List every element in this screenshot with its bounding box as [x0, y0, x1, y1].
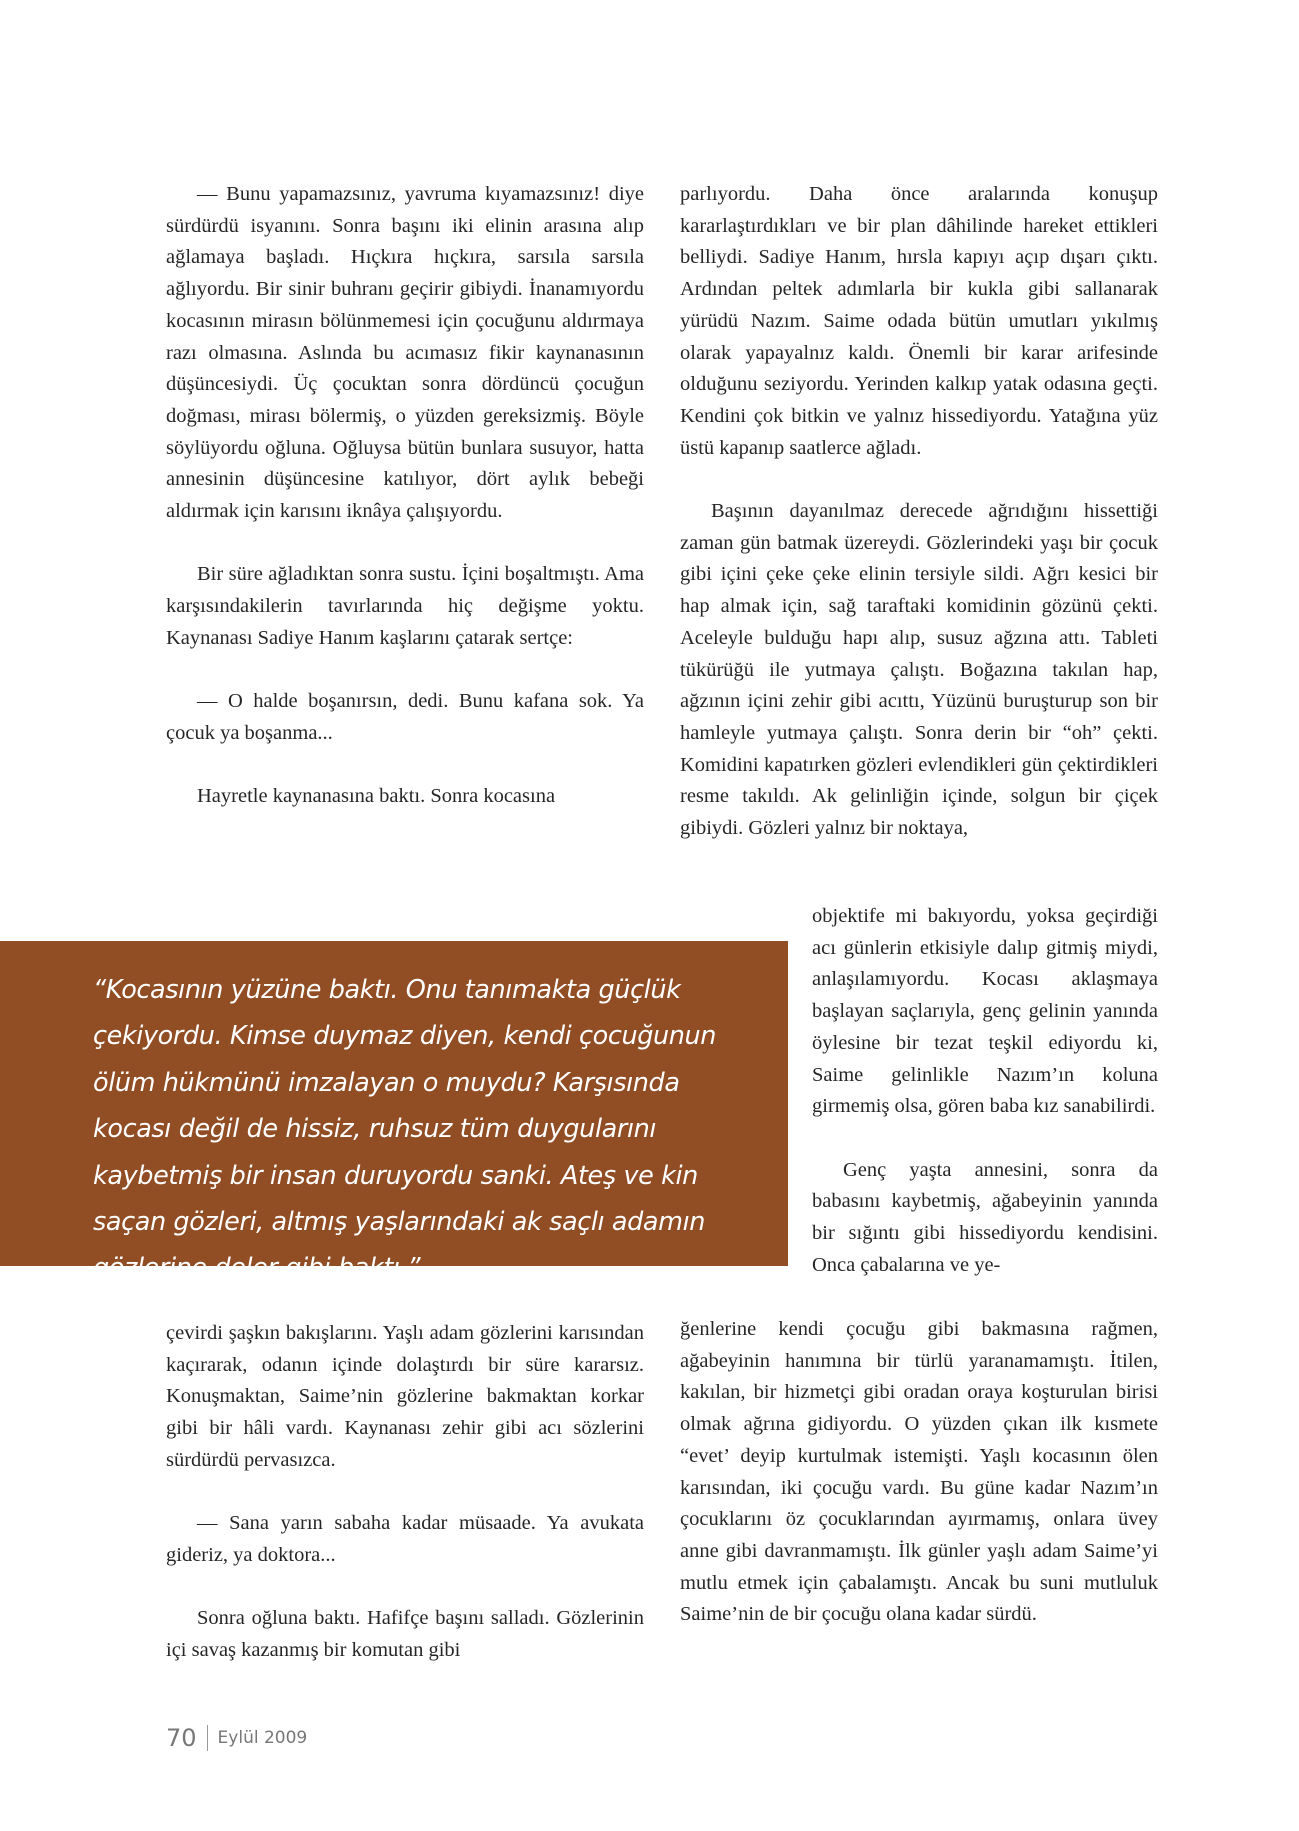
pull-quote-box [0, 941, 788, 1284]
pull-quote-text: “Kocasının yüzüne baktı. Onu tanımakta güçlük çekiyordu. Kimse duymaz diyen, kendi çocuğunun ölüm hükmünü imzalayan o muydu? Karşısında kocası değil de hissiz, ruhsuz tüm duygularını kaybetmiş bir insan duruyordu sanki. Ateş ve kin saçan gözleri, altmış yaşlarındaki ak saçlı adamın gözlerine deler gibi baktı.” [93, 975, 717, 1284]
paragraph: Sonra oğluna baktı. Hafifçe başını salladı. Gözlerinin içi savaş kazanmış bir komutan gibi [166, 1607, 644, 1661]
right-column-top [680, 179, 1158, 845]
issue-date: Eylül 2009 [217, 1728, 308, 1748]
paragraph: — Sana yarın sabaha kadar müsaade. Ya avukata gideriz, ya doktora... [166, 1512, 644, 1566]
paragraph: — Bunu yapamazsınız, yavruma kıyamazsınız! diye sürdürdü isyanını. Sonra başını iki elinin arasına alıp ağlamaya başladı. Hıçkıra hıçkıra, sarsıla sarsıla ağlıyordu. Bir sinir buhranı geçirir gibiydi. İnanamıyordu kocasının mirasın bölünmemesi için çocuğunu aldırmaya razı olmasına. Aslında bu acımasız fikir kaynanasının düşüncesiydi. Üç çocuktan sonra dördüncü çocuğun doğması, mirası bölermiş, o yüzden gereksizmiş. Böyle söylüyordu oğluna. Oğluysa bütün bunlara susuyor, hatta annesinin düşüncesine katılıyor, dört aylık bebeği aldırmak için karısını iknâya çalışıyordu. [166, 183, 644, 523]
left-column-top [166, 179, 644, 813]
paragraph: Bir süre ağladıktan sonra sustu. İçini boşaltmıştı. Ama karşısındakilerin tavırlarında hiç değişme yoktu. Kaynanası Sadiye Hanım kaşlarını çatarak sertçe: [166, 563, 644, 649]
page-footer [166, 1724, 307, 1752]
paragraph: parlıyordu. Daha önce aralarında konuşup kararlaştırdıkları ve bir plan dâhilinde hareket ettikleri belliydi. Sadiye Hanım, hırsla kapıyı açıp dışarı çıktı. Ardından peltek adımlarla bir kukla gibi sallanarak yürüdü Nazım. Saime odada bütün umutları yıkılmış olarak yapayalnız kaldı. Önemli bir karar arifesinde olduğunu seziyordu. Yerinden kalkıp yatak odasına geçti. Kendini çok bitkin ve yalnız hissediyordu. Yatağına yüz üstü kapanıp saatlerce ağladı. [680, 183, 1158, 459]
left-column-bottom [166, 1318, 644, 1667]
paragraph: Genç yaşta annesini, sonra da babasını kaybetmiş, ağabeyinin yanında bir sığıntı gibi hissediyordu kendisini. Onca çabalarına ve ye- [812, 1158, 1158, 1276]
paragraph: — O halde boşanırsın, dedi. Bunu kafana sok. Ya çocuk ya boşanma... [166, 690, 644, 744]
paragraph: objektife mi bakıyordu, yoksa geçirdiği acı günlerin etkisiyle dalıp gitmiş miydi, anlaşılamıyordu. Kocası aklaşmaya başlayan saçlarıyla, genç gelinin yanında öylesine bir tezat teşkil ediyordu ki, Saime gelinlikle Nazım’ın koluna girmemiş olsa, gören baba kız sanabilirdi. [812, 905, 1158, 1118]
paragraph: ğenlerine kendi çocuğu gibi bakmasına rağmen, ağabeyinin hanımına bir türlü yaranamamıştı. İtilen, kakılan, bir hizmetçi gibi oradan oraya koşturulan birisi olmak ağrına gidiyordu. O yüzden çıkan ilk kısmete “evet’ deyip kurtulmak istemişti. Yaşlı kocasının ölen karısından, iki çocuğu vardı. Bu güne kadar Nazım’ın çocuklarını öz çocuklarından ayırmamış, onlara üvey anne gibi davranmamıştı. İlk günler yaşlı adam Saime’yi mutlu etmek için çabalamıştı. Ancak bu suni mutluluk Saime’nin de bir çocuğu olana kadar sürdü. [680, 1318, 1158, 1626]
paragraph: Hayretle kaynanasına baktı. Sonra kocasına [197, 785, 556, 808]
right-column-bottom [680, 1314, 1158, 1631]
right-column-wrap [812, 901, 1158, 1281]
page-number: 70 [166, 1724, 197, 1752]
paragraph: çevirdi şaşkın bakışlarını. Yaşlı adam gözlerini karısından kaçırarak, odanın içinde dolaştırdı bir süre kararsız. Konuşmaktan, Saime’nin gözlerine bakmaktan korkar gibi bir hâli vardı. Kaynanası zehir gibi acı sözlerini sürdürdü pervasızca. [166, 1322, 644, 1471]
footer-divider [207, 1725, 208, 1751]
paragraph: Başının dayanılmaz derecede ağrıdığını hissettiği zaman gün batmak üzereydi. Gözlerindeki yaşı bir çocuk gibi içini çeke çeke elinin tersiyle sildi. Ağrı kesici bir hap almak için, sağ taraftaki komidinin gözünü çekti. Aceleyle bulduğu hapı alıp, susuz ağzına attı. Tableti tükürüğü ile yutmaya çalıştı. Boğazına takılan hap, ağzının içini zehir gibi acıttı, Yüzünü buruşturup son bir hamleyle yutmaya çalıştı. Sonra derin bir “oh” çekti. Komidini kapatırken gözleri evlendikleri gün çektirdikleri resme takıldı. Ak gelinliğin içinde, solgun bir çiçek gibiydi. Gözleri yalnız bir noktaya, [680, 500, 1158, 840]
